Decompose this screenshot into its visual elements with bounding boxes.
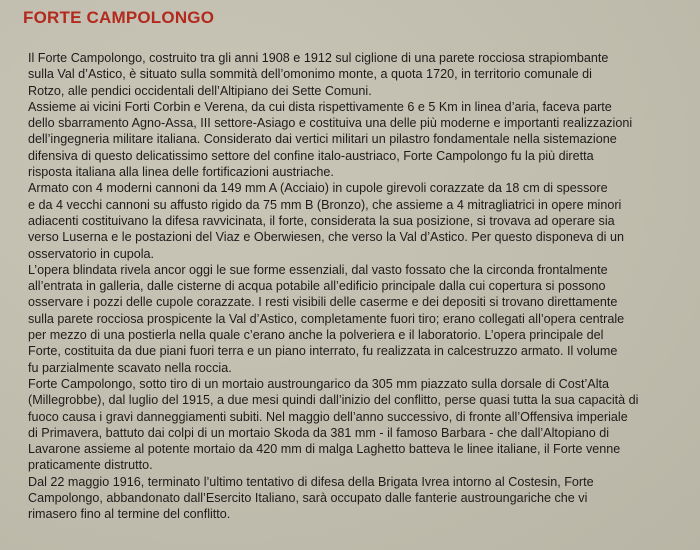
text-line: fuoco causa i gravi danneggiamenti subiti. Nel maggio dell’anno successivo, di fronte all’Offensiva imperiale (28, 409, 628, 424)
text-line: per mezzo di una postierla nella quale c’erano anche la polveriera e il laboratorio. L’opera principale del (28, 328, 604, 343)
text-line: sulla Val d’Astico, è situato sulla sommità dell’omonimo monte, a quota 1720, in territorio comunale di (28, 67, 592, 82)
paragraph-2 (28, 99, 686, 180)
text-line: risposta italiana alla linea delle fortificazioni austriache. (28, 165, 334, 180)
text-line: Armato con 4 moderni cannoni da 149 mm A (Acciaio) in cupole girevoli corazzate da 18 cm di spessore (28, 181, 608, 196)
text-line: praticamente distrutto. (28, 458, 153, 473)
text-line: Il Forte Campolongo, costruito tra gli anni 1908 e 1912 sul ciglione di una parete rocciosa strapiombante (28, 51, 609, 65)
paragraph-1 (28, 50, 686, 99)
paragraph-6 (28, 474, 686, 523)
panel-title: FORTE CAMPOLONGO (23, 8, 215, 27)
text-line: rimasero fino al termine del conflitto. (28, 507, 231, 522)
text-line: e da 4 vecchi cannoni su affusto rigido da 75 mm B (Bronzo), che assieme a 4 mitragliatrici in opere minori (28, 197, 622, 212)
paragraph-3 (28, 180, 686, 261)
text-line: Forte, costituita da due piani fuori terra e un piano interrato, fu realizzata in calcestruzzo armato. Il volume (28, 344, 618, 359)
text-line: fu parzialmente scavato nella roccia. (28, 360, 232, 375)
text-line: Campolongo, abbandonato dall’Esercito Italiano, sarà occupato dalle fanterie austroungariche che vi (28, 491, 588, 506)
text-line: Rotzo, alle pendici occidentali dell’Altipiano dei Sette Comuni. (28, 83, 372, 98)
text-line: dello sbarramento Agno-Assa, III settore-Asiago e costituiva una delle più moderne e importanti realizzazioni (28, 116, 633, 131)
paragraph-5 (28, 376, 686, 474)
text-line: difensiva di questo delicatissimo settore del confine italo-austriaco, Forte Campolongo fu la più diretta (28, 148, 594, 163)
text-line: sulla parete rocciosa prospicente la Val d’Astico, completamente fuori tiro; erano collegati all’opera centrale (28, 311, 625, 326)
text-line: Assieme ai vicini Forti Corbin e Verena, da cui dista rispettivamente 6 e 5 Km in linea d’aria, faceva parte (28, 99, 612, 114)
text-line: adiacenti costituivano la difesa ravvicinata, il forte, considerata la sua posizione, si trovava ad operare sia (28, 213, 615, 228)
text-line: Lavarone assieme al potente mortaio da 420 mm di malga Laghetto batteva le linee italiane, il Forte venne (28, 442, 621, 457)
text-line: osservatorio in cupola. (28, 246, 155, 261)
text-line: L’opera blindata rivela ancor oggi le sue forme essenziali, dal vasto fossato che la circonda frontalmente (28, 262, 608, 277)
text-line: (Millegrobbe), dal luglio del 1915, a due mesi quindi dall’inizio del conflitto, perse quasi tutta la sua capacità di (28, 393, 639, 408)
text-line: verso Luserna e le postazioni del Viaz e Oberwiesen, che verso la Val d’Astico. Per questo disponeva di un (28, 230, 624, 245)
text-line: all’entrata in galleria, dalle cisterne di acqua potabile all’edificio principale dalla cui copertura si possono (28, 279, 606, 294)
text-line: Forte Campolongo, sotto tiro di un mortaio austroungarico da 305 mm piazzato sulla dorsale di Cost’Alta (28, 376, 610, 391)
paragraph-4 (28, 262, 686, 376)
text-line: Dal 22 maggio 1916, terminato l’ultimo tentativo di difesa della Brigata Ivrea intorno al Costesin, Forte (28, 474, 594, 489)
text-line: di Primavera, battuto dai colpi di un mortaio Skoda da 381 mm - il famoso Barbara - che dall’Altopiano di (28, 425, 610, 440)
text-line: dell’ingegneria militare italiana. Considerato dai vertici militari un pilastro fondamentale nella sistemazione (28, 132, 617, 147)
text-line: osservare i pozzi delle cupole corazzate. I resti visibili delle caserme e dei depositi si trovano direttamente (28, 295, 618, 310)
